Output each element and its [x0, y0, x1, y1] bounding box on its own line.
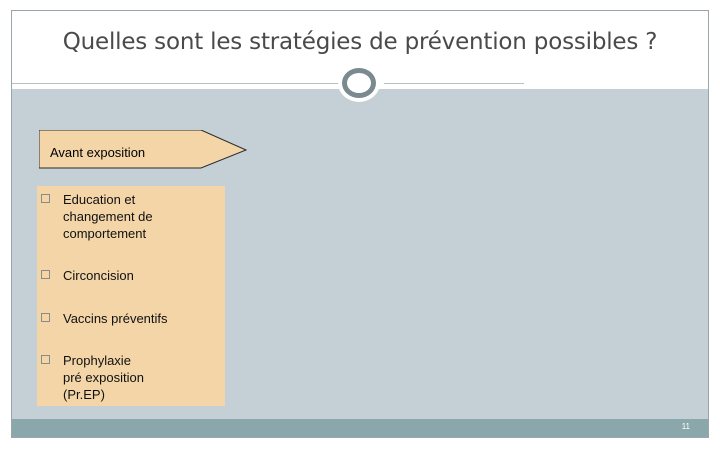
- checkbox-icon: [41, 194, 50, 203]
- checkbox-icon: [41, 313, 50, 322]
- arrow-label: Avant exposition: [50, 145, 146, 160]
- strategies-panel: [37, 186, 225, 406]
- item-line: Circoncision: [63, 268, 134, 283]
- item-line: (Pr.EP): [63, 387, 105, 402]
- item-line: Prophylaxie: [63, 353, 131, 368]
- item-line: Education et: [63, 192, 136, 207]
- item-line: Vaccins préventifs: [63, 311, 168, 326]
- item-line: pré exposition: [63, 370, 144, 385]
- page-number: 11: [681, 422, 690, 431]
- decorative-circle-icon: [342, 68, 376, 98]
- slide: [11, 10, 709, 438]
- slide-title: Quelles sont les stratégies de prévention possibles ?: [62, 29, 658, 55]
- checkbox-icon: [41, 355, 50, 364]
- item-line: comportement: [63, 226, 147, 241]
- footer-bar: [12, 419, 708, 437]
- title-divider-right: [384, 83, 524, 84]
- title-divider-left: [12, 83, 342, 84]
- item-line: changement de: [63, 209, 153, 224]
- checkbox-icon: [41, 270, 50, 279]
